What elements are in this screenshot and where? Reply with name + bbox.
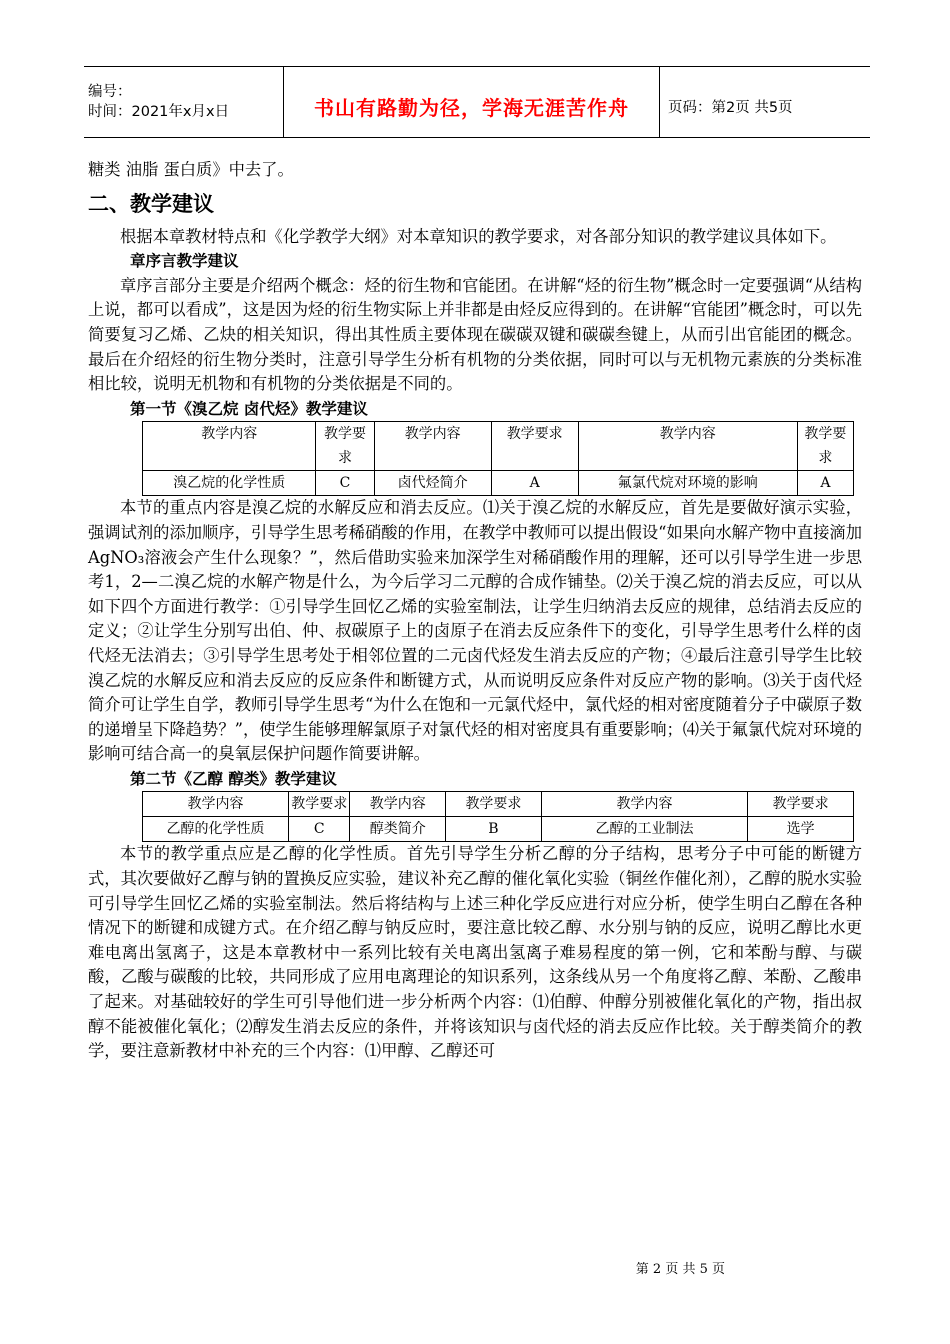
table-cell: 乙醇的化学性质: [143, 817, 289, 842]
table-header-cell: 教学要求: [446, 792, 542, 817]
table-header-row: [143, 792, 854, 817]
section-title: 二、教学建议: [88, 191, 214, 216]
table-header-cell: 教学内容: [350, 792, 446, 817]
header-motto-cell: [284, 67, 660, 137]
intro-line: 糖类 油脂 蛋白质》中去了。: [88, 160, 294, 179]
table-header-cell: 教学要求: [289, 792, 350, 817]
document-body: [88, 158, 862, 1064]
table-cell: 乙醇的工业制法: [541, 817, 747, 842]
table-header-cell: 教学要求: [797, 422, 853, 471]
header-page-cell: [660, 67, 870, 137]
table-header-cell: 教学要求: [748, 792, 854, 817]
teaching-requirement-table-1: [142, 421, 854, 496]
table-header-cell: 教学要求: [316, 422, 374, 471]
table-cell: 溴乙烷的化学性质: [143, 471, 316, 496]
subsection-title-section1: 第一节《溴乙烷 卤代烃》教学建议: [130, 399, 368, 418]
subsection-title-section2: 第二节《乙醇 醇类》教学建议: [130, 769, 337, 788]
table-header-cell: 教学内容: [374, 422, 491, 471]
table-header-cell: 教学内容: [541, 792, 747, 817]
table-header-cell: 教学要求: [491, 422, 578, 471]
table-cell: B: [446, 817, 542, 842]
page-header: [84, 66, 870, 138]
table-cell: A: [491, 471, 578, 496]
table-header-cell: 教学内容: [143, 422, 316, 471]
table-cell: 选学: [748, 817, 854, 842]
table-cell: 氟氯代烷对环境的影响: [578, 471, 797, 496]
table-cell: 卤代烃简介: [374, 471, 491, 496]
document-number-label: 编号：: [88, 84, 132, 100]
footer-page-number: 第 2 页 共 5 页: [635, 1262, 725, 1277]
page-footer: [0, 1258, 950, 1277]
header-page-label: 页码：第2页 共5页: [668, 99, 793, 116]
table-header-row: [143, 422, 854, 471]
header-motto: 书山有路勤为径，学海无涯苦作舟: [314, 95, 629, 120]
table-header-cell: 教学内容: [578, 422, 797, 471]
table-cell: C: [316, 471, 374, 496]
section2-paragraph: 本节的教学重点应是乙醇的化学性质。首先引导学生分析乙醇的分子结构，思考分子中可能的断键方式，其次要做好乙醇与钠的置换反应实验，建议补充乙醇的催化氧化实验（铜丝作催化剂），乙醇的脱水实验可引导学生回忆乙烯的实验室制法。然后将结构与上述三种化学反应进行对应分析，使学生明白乙醇在各种情况下的断键和成键方式。在介绍乙醇与钠反应时，要注意比较乙醇、水分别与钠的反应，说明乙醇比水更难电离出氢离子，这是本章教材中一系列比较有关电离出氢离子难易程度的第一例，它和苯酚与醇、与碳酸，乙酸与碳酸的比较，共同形成了应用电离理论的知识系列，这条线从另一个角度将乙醇、苯酚、乙酸串了起来。对基础较好的学生可引导他们进一步分析两个内容：⑴伯醇、仲醇分别被催化氧化的产物，指出叔醇不能被催化氧化；⑵醇发生消去反应的条件，并将该知识与卤代烃的消去反应作比较。关于醇类简介的教学，要注意新教材中补充的三个内容：⑴甲醇、乙醇还可: [88, 844, 862, 1061]
teaching-requirement-table-2: [142, 791, 854, 842]
document-date-label: 时间：2021年x月x日: [88, 104, 230, 120]
table-cell: 醇类简介: [350, 817, 446, 842]
intro-paragraph: 根据本章教材特点和《化学教学大纲》对本章知识的教学要求，对各部分知识的教学建议具体如下。: [120, 226, 837, 246]
subsection-title-preface: 章序言教学建议: [130, 252, 239, 271]
table-cell: C: [289, 817, 350, 842]
header-left-cell: [84, 67, 284, 137]
table-cell: A: [797, 471, 853, 496]
preface-paragraph: 章序言部分主要是介绍两个概念：烃的衍生物和官能团。在讲解“烃的衍生物”概念时一定要强调“从结构上说，都可以看成”，这是因为烃的衍生物实际上并非都是由烃反应得到的。在讲解“官能团”概念时，可以先简要复习乙烯、乙炔的相关知识，得出其性质主要体现在碳碳双键和碳碳叁键上，从而引出官能团的概念。最后在介绍烃的衍生物分类时，注意引导学生分析有机物的分类依据，同时可以与无机物元素族的分类标准相比较，说明无机物和有机物的分类依据是不同的。: [88, 275, 862, 394]
section1-paragraph: 本节的重点内容是溴乙烷的水解反应和消去反应。⑴关于溴乙烷的水解反应，首先是要做好演示实验，强调试剂的添加顺序，引导学生思考稀硝酸的作用，在教学中教师可以提出假设“如果向水解产物中直接滴加AgNO₃溶液会产生什么现象？”，然后借助实验来加深学生对稀硝酸作用的理解，还可以引导学生进一步思考1，2—二溴乙烷的水解产物是什么，为今后学习二元醇的合成作铺垫。⑵关于溴乙烷的消去反应，可以从如下四个方面进行教学：①引导学生回忆乙烯的实验室制法，让学生归纳消去反应的规律，总结消去反应的定义；②让学生分别写出伯、仲、叔碳原子上的卤原子在消去反应条件下的变化，引导学生思考什么样的卤代烃无法消去；③引导学生思考处于相邻位置的二元卤代烃发生消去反应的产物；④最后注意引导学生比较溴乙烷的水解反应和消去反应的反应条件和断键方式，从而说明反应条件对反应产物的影响。⑶关于卤代烃简介可让学生自学，教师引导学生思考“为什么在饱和一元氯代烃中，氯代烃的相对密度随着分子中碳原子数的递增呈下降趋势？”，使学生能够理解氯原子对氯代烃的相对密度具有重要影响；⑷关于氟氯代烷对环境的影响可结合高一的臭氧层保护问题作简要讲解。: [88, 498, 862, 764]
table-header-cell: 教学内容: [143, 792, 289, 817]
table-row: [143, 817, 854, 842]
table-row: [143, 471, 854, 496]
